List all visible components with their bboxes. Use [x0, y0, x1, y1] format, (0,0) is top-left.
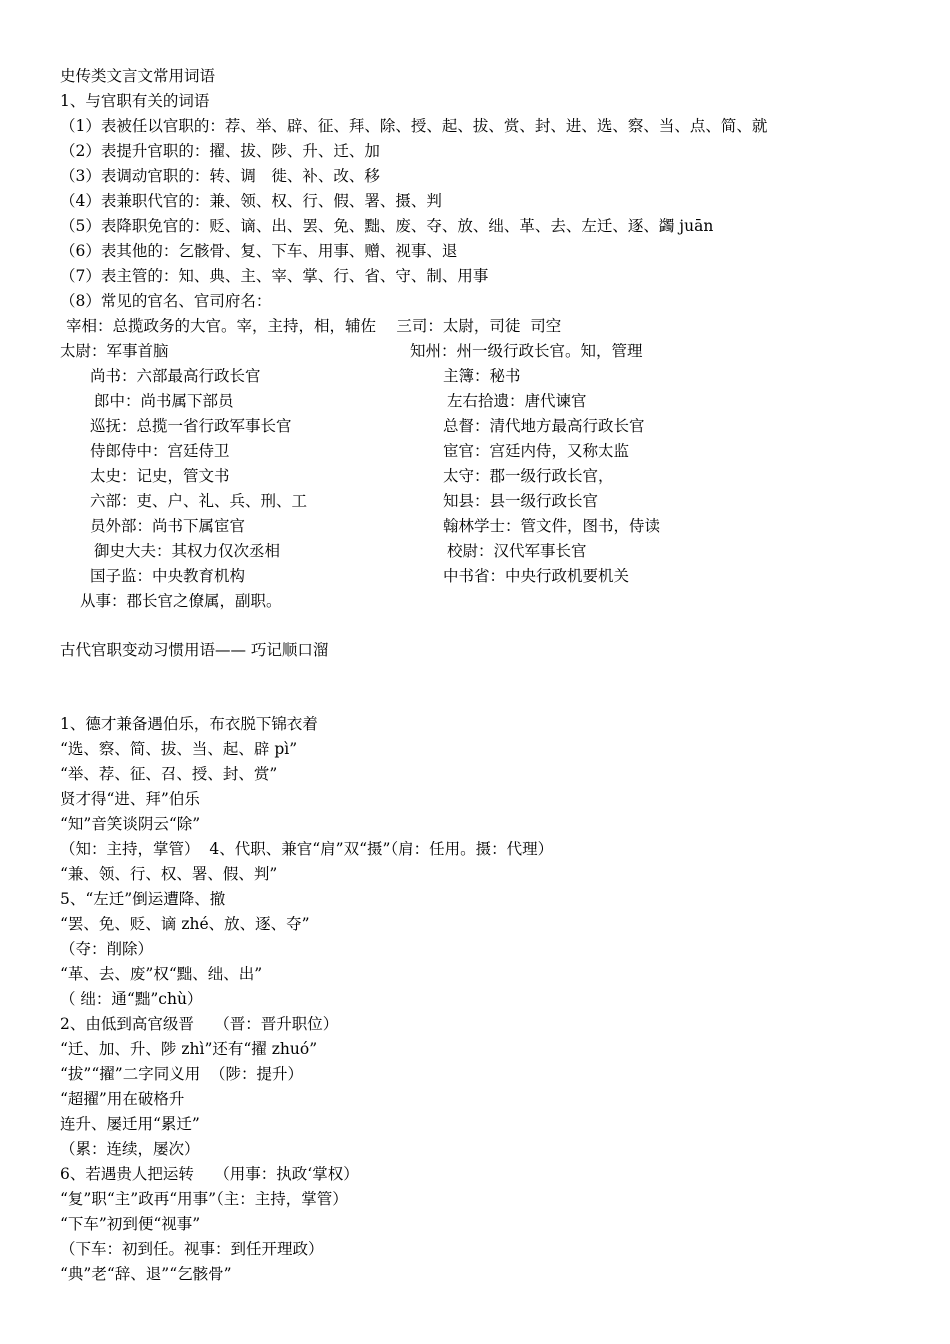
- official-entry: 太史：记史，管文书: [90, 467, 230, 485]
- rhyme-line: “兼、领、行、权、署、假、判”: [60, 865, 278, 883]
- official-entry: 巡抚：总揽一省行政军事长官: [90, 417, 292, 435]
- rhyme-line: “典”老“辞、退”“乞骸骨”: [60, 1265, 232, 1283]
- official-entry: 宰相：总揽政务的大官。宰，主持，相，辅佐 三司：太尉，司徒 司空: [66, 317, 562, 335]
- section-heading-official-terms: 1、与官职有关的词语: [60, 92, 210, 110]
- official-entry: 国子监：中央教育机构: [90, 567, 246, 585]
- rhyme-line: （累：连续，屡次）: [60, 1140, 200, 1158]
- rhyme-line: 2、由低到高官级晋 （晋：晋升职位）: [60, 1015, 339, 1033]
- term-item: （3）表调动官职的：转、调 徙、补、改、移: [60, 167, 380, 185]
- term-item: （7）表主管的：知、典、主、宰、掌、行、省、守、制、用事: [60, 267, 489, 285]
- rhyme-line: （夺：削除）: [60, 940, 154, 958]
- official-entry: 主簿：秘书: [443, 367, 521, 385]
- rhyme-line: “拔”“擢”二字同义用 （陟：提升）: [60, 1065, 304, 1083]
- rhyme-line: “革、去、废”权“黜、绌、出”: [60, 965, 263, 983]
- rhyme-line: 连升、屡迁用“累迁”: [60, 1115, 200, 1133]
- term-item: （2）表提升官职的：擢、拔、陟、升、迁、加: [60, 142, 380, 160]
- official-entry: 六部：吏、户、礼、兵、刑、工: [90, 492, 308, 510]
- rhyme-line: “举、荐、征、召、授、封、赏”: [60, 765, 278, 783]
- rhyme-line: “知”音笑谈阴云“除”: [60, 815, 201, 833]
- official-entry: 左右拾遗：唐代谏官: [447, 392, 587, 410]
- term-item: （5）表降职免官的：贬、谪、出、罢、免、黜、废、夺、放、绌、革、去、左迁、逐、蠲 juān: [60, 217, 714, 235]
- section-heading-rhyme: 古代官职变动习惯用语—— 巧记顺口溜: [60, 641, 329, 659]
- official-entry: 知县：县一级行政长官: [443, 492, 599, 510]
- official-entry: 从事：郡长官之僚属，副职。: [80, 592, 282, 610]
- term-item: （1）表被任以官职的：荐、举、辟、征、拜、除、授、起、拔、赏、封、进、选、察、当、点、简、就: [60, 117, 768, 135]
- rhyme-line: （ 绌：通“黜”chù）: [60, 990, 203, 1008]
- official-entry: 校尉：汉代军事长官: [447, 542, 587, 560]
- rhyme-line: 5、“左迁”倒运遭降、撤: [60, 890, 226, 908]
- official-entry: 中书省：中央行政机要机关: [443, 567, 630, 585]
- rhyme-line: 1、德才兼备遇伯乐，布衣脱下锦衣着: [60, 715, 318, 733]
- official-entry: 知州：州一级行政长官。知，管理: [410, 342, 643, 360]
- rhyme-line: （下车：初到任。视事：到任开理政）: [60, 1240, 324, 1258]
- rhyme-line: 6、若遇贵人把运转 （用事：执政‘掌权）: [60, 1165, 359, 1183]
- term-item: （6）表其他的：乞骸骨、复、下车、用事、赠、视事、退: [60, 242, 458, 260]
- rhyme-line: “复”职“主”政再“用事”（主：主持，掌管）: [60, 1190, 348, 1208]
- rhyme-line: “罢、免、贬、谪 zhé、放、逐、夺”: [60, 915, 310, 933]
- official-entry: 太守：郡一级行政长官，: [443, 467, 614, 485]
- rhyme-line: （知：主持，掌管） 4、代职、兼官“肩”双“摄”（肩：任用。摄：代理）: [60, 840, 554, 858]
- official-entry: 侍郎侍中：宫廷侍卫: [90, 442, 230, 460]
- official-entry: 员外部：尚书下属宦官: [90, 517, 246, 535]
- term-item: （4）表兼职代官的：兼、领、权、行、假、署、摄、判: [60, 192, 442, 210]
- official-entry: 尚书：六部最高行政长官: [90, 367, 261, 385]
- rhyme-line: “迁、加、升、陟 zhì”还有“擢 zhuó”: [60, 1040, 318, 1058]
- document-title: 史传类文言文常用词语: [60, 67, 216, 85]
- rhyme-line: 贤才得“进、拜”伯乐: [60, 790, 200, 808]
- rhyme-line: “选、察、简、拔、当、起、辟 pì”: [60, 740, 298, 758]
- term-item: （8）常见的官名、官司府名：: [60, 292, 272, 310]
- rhyme-line: “超擢”用在破格升: [60, 1090, 185, 1108]
- official-entry: 郎中：尚书属下部员: [94, 392, 234, 410]
- official-entry: 御史大夫：其权力仅次丞相: [94, 542, 281, 560]
- official-entry: 太尉：军事首脑: [60, 342, 169, 360]
- official-entry: 宦官：宫廷内侍，又称太监: [443, 442, 630, 460]
- official-entry: 总督：清代地方最高行政长官: [443, 417, 645, 435]
- rhyme-line: “下车”初到便“视事”: [60, 1215, 201, 1233]
- official-entry: 翰林学士：管文件，图书，侍读: [443, 517, 661, 535]
